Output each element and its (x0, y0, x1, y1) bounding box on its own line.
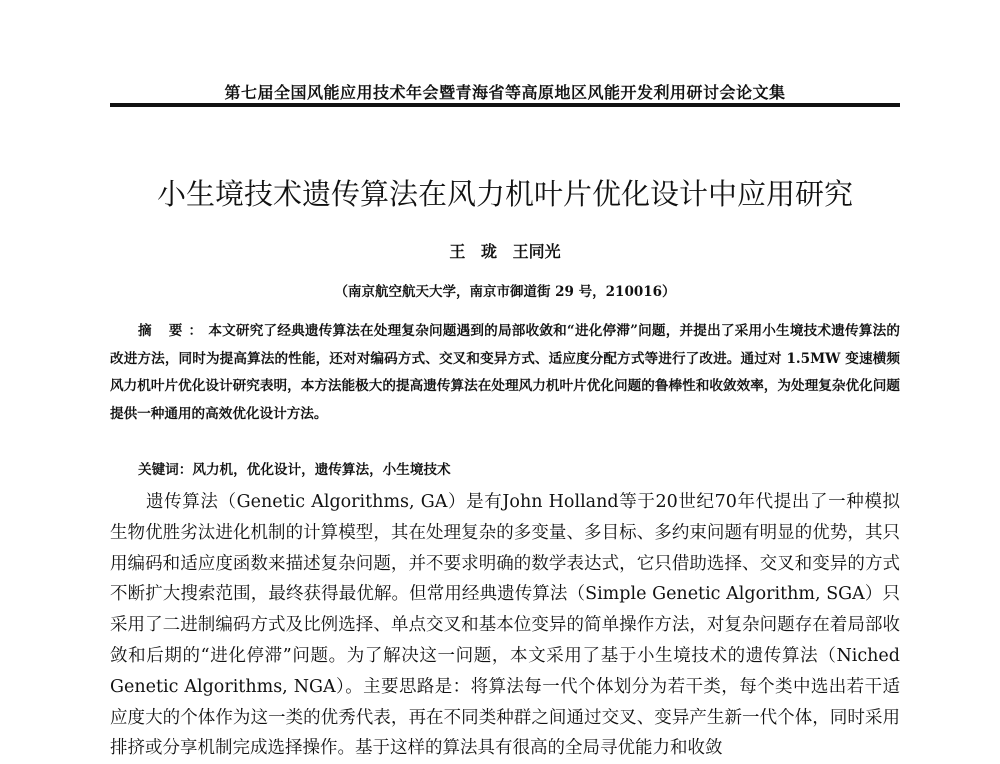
running-header: 第七届全国风能应用技术年会暨青海省等高原地区风能开发利用研讨会论文集 (224, 83, 786, 102)
header-rule (110, 103, 900, 107)
keywords (110, 458, 900, 478)
body-paragraph: 遗传算法（Genetic Algorithms, GA）是有John Holland等于20世纪70年代提出了一种模拟生物优胜劣汰进化机制的计算模型，其在处理复杂的多变量、多目标、多约束问题有明显的优势，其只用编码和适应度函数来描述复杂问题，并不要求明确的数学表达式，它只借助选择、交叉和变异的方式不断扩大搜索范围，最终获得最优解。但常用经典遗传算法（Simple Genetic Algorithm, SGA）只采用了二进制编码方式及比例选择、单点交叉和基本位变异的简单操作方法，对复杂问题存在着局部收敛和后期的“进化停滞”问题。为了解决这一问题，本文采用了基于小生境技术的遗传算法（Niched Genetic Algorithms, NGA）。主要思路是：将算法每一代个体划分为若干类，每个类中选出若干适应度大的个体作为这一类的优秀代表，再在不同类种群之间通过交叉、变异产生新一代个体，同时采用排挤或分享机制完成选择操作。基于这样的算法具有很高的全局寻优能力和收敛 (110, 492, 900, 759)
keywords-label: 关键词： (138, 462, 193, 478)
abstract-text: 本文研究了经典遗传算法在处理复杂问题遇到的局部收敛和“进化停滞”问题，并提出了采用小生境技术遗传算法的改进方法，同时为提高算法的性能，还对对编码方式、交叉和变异方式、适应度分配方式等进行了改进。通过对 1.5MW 变速横频风力机叶片优化设计研究表明，本方法能极大的提高遗传算法在处理风力机叶片优化问题的鲁棒性和收敛效率，为处理复杂优化问题提供一种通用的高效优化设计方法。 (110, 323, 900, 422)
abstract-label: 摘 要： (138, 323, 209, 339)
paper-title: 小生境技术遗传算法在风力机叶片优化设计中应用研究 (156, 177, 853, 211)
abstract (110, 318, 900, 428)
keywords-text: 风力机，优化设计，遗传算法，小生境技术 (192, 462, 451, 478)
affiliation: （南京航空航天大学，南京市御道街 29 号，210016） (334, 284, 676, 300)
authors: 王 珑 王同光 (449, 242, 561, 261)
